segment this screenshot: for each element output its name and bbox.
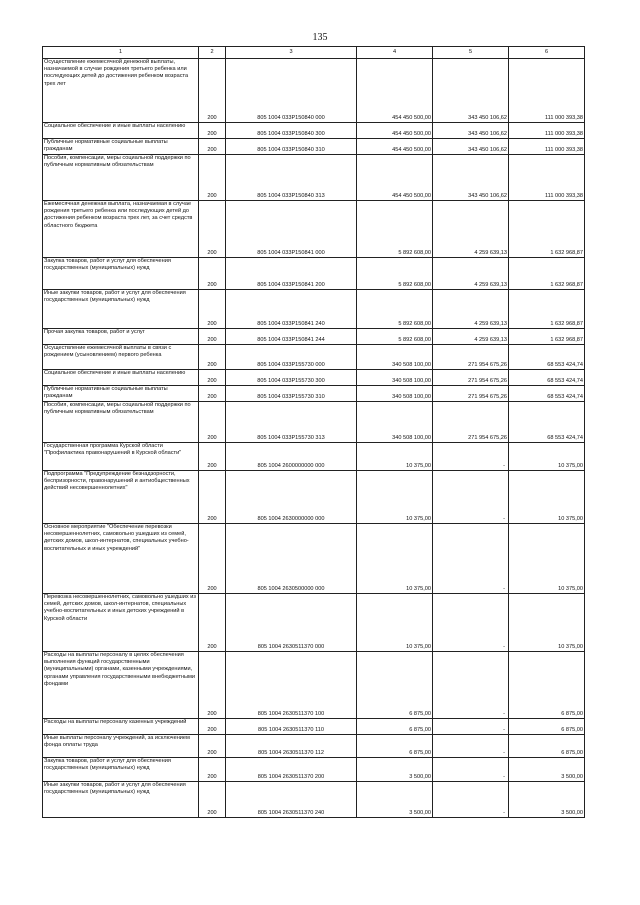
table-row <box>43 386 585 402</box>
table-row <box>43 201 585 258</box>
row-amount-executed-cell: - <box>433 471 509 524</box>
table-row <box>43 735 585 758</box>
row-code-cell: 200 <box>199 201 226 258</box>
row-amount-executed-cell: - <box>433 524 509 594</box>
table-row <box>43 258 585 290</box>
row-csr-cell: 805 1004 033Р155730 000 <box>226 345 357 370</box>
table-row <box>43 329 585 345</box>
column-header-3: 3 <box>226 47 357 59</box>
row-amount-executed-cell: 271 954 675,26 <box>433 345 509 370</box>
row-csr-cell: 805 1004 033Р150841 244 <box>226 329 357 345</box>
row-name-cell: Подпрограмма "Предупреждение безнадзорности, беспризорности, правонарушений и антиобщественных действий несовершеннолетних" <box>43 471 199 524</box>
row-amount-executed-cell: - <box>433 652 509 719</box>
table-row <box>43 155 585 201</box>
row-csr-cell: 805 1004 2630511370 100 <box>226 652 357 719</box>
row-name-cell: Пособия, компенсации, меры социальной поддержки по публичным нормативным обязательствам <box>43 402 199 443</box>
row-amount-executed-cell: - <box>433 443 509 471</box>
row-amount-remaining-cell: 1 632 968,87 <box>509 201 585 258</box>
row-amount-executed-cell: 271 954 675,26 <box>433 402 509 443</box>
row-code-cell: 200 <box>199 386 226 402</box>
column-header-2: 2 <box>199 47 226 59</box>
table-row <box>43 594 585 652</box>
row-code-cell: 200 <box>199 719 226 735</box>
table-header-row <box>43 47 585 59</box>
page-number: 135 <box>312 32 328 43</box>
row-code-cell: 200 <box>199 594 226 652</box>
row-amount-remaining-cell: 6 875,00 <box>509 652 585 719</box>
row-amount-executed-cell: 271 954 675,26 <box>433 370 509 386</box>
table-row <box>43 139 585 155</box>
row-amount-remaining-cell: 111 000 393,38 <box>509 59 585 123</box>
row-amount-remaining-cell: 6 875,00 <box>509 735 585 758</box>
row-csr-cell: 805 1004 033Р150840 000 <box>226 59 357 123</box>
table-row <box>43 524 585 594</box>
row-amount-approved-cell: 454 450 500,00 <box>357 59 433 123</box>
row-csr-cell: 805 1004 033Р150841 000 <box>226 201 357 258</box>
row-amount-remaining-cell: 111 000 393,38 <box>509 155 585 201</box>
table-body <box>43 59 585 818</box>
row-amount-executed-cell: 4 259 639,13 <box>433 258 509 290</box>
column-header-6: 6 <box>509 47 585 59</box>
row-name-cell: Осуществление ежемесячной выплаты в связи с рождением (усыновлением) первого ребенка <box>43 345 199 370</box>
row-name-cell: Осуществление ежемесячной денежной выплаты, назначаемой в случае рождения третьего ребенка или последующих детей до достижения ребенком возраста трех лет <box>43 59 199 123</box>
row-code-cell: 200 <box>199 758 226 782</box>
row-amount-executed-cell: - <box>433 758 509 782</box>
row-name-cell: Закупка товаров, работ и услуг для обеспечения государственных (муниципальных) нужд <box>43 758 199 782</box>
row-amount-executed-cell: - <box>433 594 509 652</box>
row-code-cell: 200 <box>199 524 226 594</box>
row-amount-remaining-cell: 3 500,00 <box>509 782 585 818</box>
row-csr-cell: 805 1004 033Р150841 200 <box>226 258 357 290</box>
row-code-cell: 200 <box>199 370 226 386</box>
row-amount-approved-cell: 3 500,00 <box>357 782 433 818</box>
row-csr-cell: 805 1004 2630511370 000 <box>226 594 357 652</box>
row-amount-remaining-cell: 68 553 424,74 <box>509 386 585 402</box>
row-amount-remaining-cell: 10 375,00 <box>509 524 585 594</box>
budget-execution-table <box>42 46 585 818</box>
row-amount-remaining-cell: 10 375,00 <box>509 594 585 652</box>
row-code-cell: 200 <box>199 735 226 758</box>
row-code-cell: 200 <box>199 59 226 123</box>
row-code-cell: 200 <box>199 402 226 443</box>
row-amount-approved-cell: 10 375,00 <box>357 594 433 652</box>
row-amount-remaining-cell: 111 000 393,38 <box>509 123 585 139</box>
row-name-cell: Перевозка несовершеннолетних, самовольно ушедших из семей, детских домов, школ-интернатов, специальных учебно-воспитательных и иных детских учреждений в Курской области <box>43 594 199 652</box>
row-code-cell: 200 <box>199 123 226 139</box>
row-name-cell: Иные выплаты персоналу учреждений, за исключением фонда оплаты труда <box>43 735 199 758</box>
row-amount-executed-cell: 271 954 675,26 <box>433 386 509 402</box>
row-amount-remaining-cell: 10 375,00 <box>509 443 585 471</box>
row-amount-executed-cell: 343 450 106,62 <box>433 139 509 155</box>
row-code-cell: 200 <box>199 652 226 719</box>
row-name-cell: Социальное обеспечение и иные выплаты населению <box>43 370 199 386</box>
row-name-cell: Социальное обеспечение и иные выплаты населению <box>43 123 199 139</box>
row-name-cell: Иные закупки товаров, работ и услуг для обеспечения государственных (муниципальных) нужд <box>43 290 199 329</box>
row-amount-executed-cell: - <box>433 782 509 818</box>
row-name-cell: Публичные нормативные социальные выплаты гражданам <box>43 139 199 155</box>
row-amount-remaining-cell: 1 632 968,87 <box>509 329 585 345</box>
row-csr-cell: 805 1004 033Р150840 300 <box>226 123 357 139</box>
row-csr-cell: 805 1004 033Р150840 313 <box>226 155 357 201</box>
row-name-cell: Публичные нормативные социальные выплаты гражданам <box>43 386 199 402</box>
row-code-cell: 200 <box>199 443 226 471</box>
row-amount-remaining-cell: 68 553 424,74 <box>509 370 585 386</box>
table-row <box>43 652 585 719</box>
table-row <box>43 758 585 782</box>
row-csr-cell: 805 1004 033Р155730 313 <box>226 402 357 443</box>
column-header-5: 5 <box>433 47 509 59</box>
row-amount-approved-cell: 3 500,00 <box>357 758 433 782</box>
row-name-cell: Ежемесячная денежная выплата, назначаемая в случае рождения третьего ребенка или последующих детей до достижения ребенком возраста трех лет, за счет средств областного бюджета <box>43 201 199 258</box>
row-amount-executed-cell: 4 259 639,13 <box>433 290 509 329</box>
row-code-cell: 200 <box>199 345 226 370</box>
row-csr-cell: 805 1004 2630500000 000 <box>226 524 357 594</box>
row-amount-remaining-cell: 1 632 968,87 <box>509 290 585 329</box>
row-amount-approved-cell: 454 450 500,00 <box>357 139 433 155</box>
row-code-cell: 200 <box>199 782 226 818</box>
row-amount-executed-cell: 343 450 106,62 <box>433 155 509 201</box>
row-amount-approved-cell: 5 892 608,00 <box>357 201 433 258</box>
table-row <box>43 443 585 471</box>
row-amount-remaining-cell: 3 500,00 <box>509 758 585 782</box>
row-amount-approved-cell: 340 508 100,00 <box>357 370 433 386</box>
row-code-cell: 200 <box>199 290 226 329</box>
row-amount-approved-cell: 340 508 100,00 <box>357 386 433 402</box>
table-row <box>43 370 585 386</box>
row-amount-remaining-cell: 68 553 424,74 <box>509 402 585 443</box>
table-row <box>43 719 585 735</box>
row-amount-executed-cell: - <box>433 719 509 735</box>
row-amount-approved-cell: 6 875,00 <box>357 719 433 735</box>
row-name-cell: Закупка товаров, работ и услуг для обеспечения государственных (муниципальных) нужд <box>43 258 199 290</box>
row-name-cell: Прочая закупка товаров, работ и услуг <box>43 329 199 345</box>
table-row <box>43 345 585 370</box>
row-amount-remaining-cell: 1 632 968,87 <box>509 258 585 290</box>
row-amount-approved-cell: 10 375,00 <box>357 443 433 471</box>
row-amount-approved-cell: 454 450 500,00 <box>357 123 433 139</box>
row-amount-executed-cell: - <box>433 735 509 758</box>
row-amount-approved-cell: 5 892 608,00 <box>357 290 433 329</box>
row-amount-executed-cell: 4 259 639,13 <box>433 329 509 345</box>
column-header-4: 4 <box>357 47 433 59</box>
row-amount-approved-cell: 340 508 100,00 <box>357 402 433 443</box>
row-csr-cell: 805 1004 033Р155730 310 <box>226 386 357 402</box>
row-code-cell: 200 <box>199 471 226 524</box>
row-amount-remaining-cell: 68 553 424,74 <box>509 345 585 370</box>
row-csr-cell: 805 1004 2630511370 240 <box>226 782 357 818</box>
row-csr-cell: 805 1004 2630511370 200 <box>226 758 357 782</box>
table-row <box>43 59 585 123</box>
column-header-1: 1 <box>43 47 199 59</box>
row-amount-executed-cell: 343 450 106,62 <box>433 59 509 123</box>
row-code-cell: 200 <box>199 139 226 155</box>
row-name-cell: Основное мероприятие "Обеспечение перевозки несовершеннолетних, самовольно ушедших из семей, детских домов, школ-интернатов, специальных учебно-воспитательных и иных учреждений" <box>43 524 199 594</box>
row-amount-remaining-cell: 111 000 393,38 <box>509 139 585 155</box>
row-csr-cell: 805 1004 033Р150841 240 <box>226 290 357 329</box>
row-name-cell: Расходы на выплаты персоналу в целях обеспечения выполнения функций государственными (муниципальными) органами, казенными учреждениями, органами управления государственными внебюджетными фондами <box>43 652 199 719</box>
row-csr-cell: 805 1004 033Р150840 310 <box>226 139 357 155</box>
row-csr-cell: 805 1004 2600000000 000 <box>226 443 357 471</box>
row-amount-executed-cell: 343 450 106,62 <box>433 123 509 139</box>
row-name-cell: Пособия, компенсации, меры социальной поддержки по публичным нормативным обязательствам <box>43 155 199 201</box>
row-csr-cell: 805 1004 2630000000 000 <box>226 471 357 524</box>
table-row <box>43 123 585 139</box>
row-amount-executed-cell: 4 259 639,13 <box>433 201 509 258</box>
table-row <box>43 471 585 524</box>
row-csr-cell: 805 1004 2630511370 112 <box>226 735 357 758</box>
row-csr-cell: 805 1004 033Р155730 300 <box>226 370 357 386</box>
row-amount-remaining-cell: 10 375,00 <box>509 471 585 524</box>
row-name-cell: Государственная программа Курской области "Профилактика правонарушений в Курской области" <box>43 443 199 471</box>
table-row <box>43 402 585 443</box>
row-amount-approved-cell: 340 508 100,00 <box>357 345 433 370</box>
row-name-cell: Иные закупки товаров, работ и услуг для обеспечения государственных (муниципальных) нужд <box>43 782 199 818</box>
row-code-cell: 200 <box>199 329 226 345</box>
row-amount-approved-cell: 6 875,00 <box>357 735 433 758</box>
row-csr-cell: 805 1004 2630511370 110 <box>226 719 357 735</box>
row-amount-approved-cell: 10 375,00 <box>357 471 433 524</box>
table-row <box>43 290 585 329</box>
row-amount-approved-cell: 5 892 608,00 <box>357 329 433 345</box>
row-amount-approved-cell: 10 375,00 <box>357 524 433 594</box>
row-amount-approved-cell: 6 875,00 <box>357 652 433 719</box>
row-amount-approved-cell: 5 892 608,00 <box>357 258 433 290</box>
row-amount-approved-cell: 454 450 500,00 <box>357 155 433 201</box>
row-name-cell: Расходы на выплаты персоналу казенных учреждений <box>43 719 199 735</box>
row-code-cell: 200 <box>199 155 226 201</box>
row-amount-remaining-cell: 6 875,00 <box>509 719 585 735</box>
table-row <box>43 782 585 818</box>
row-code-cell: 200 <box>199 258 226 290</box>
